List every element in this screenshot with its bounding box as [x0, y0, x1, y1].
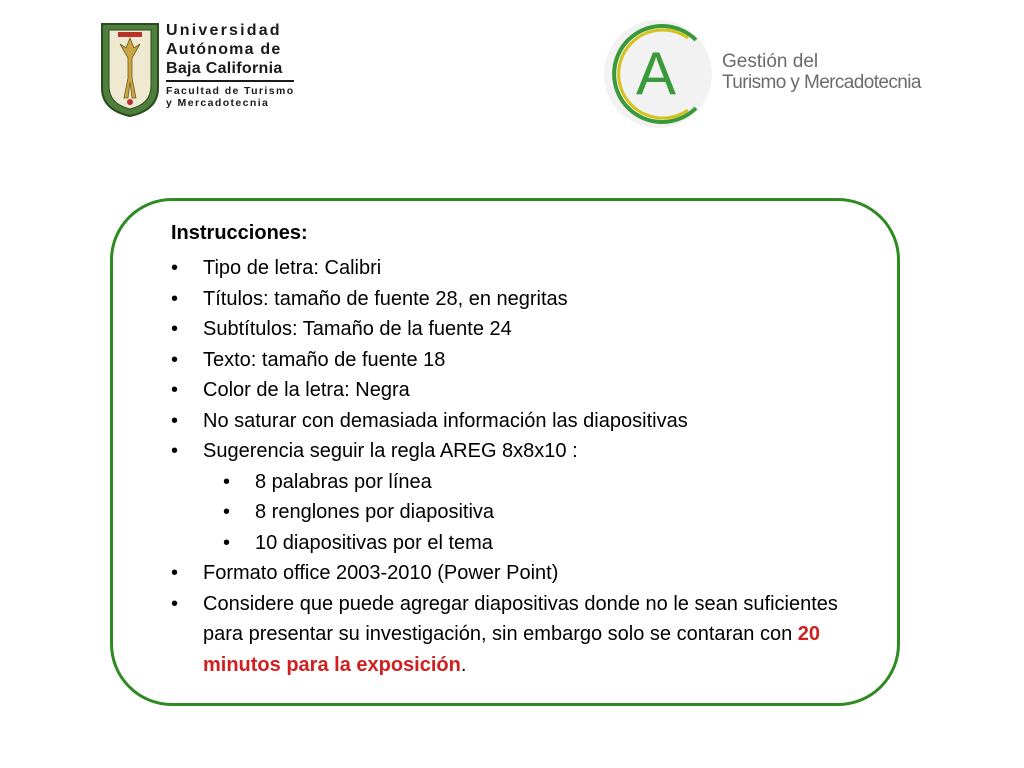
instructions-title: Instrucciones:: [171, 222, 308, 244]
instruction-list-continued: [171, 558, 871, 680]
list-item: • No saturar con demasiada información las diapositivas: [171, 406, 871, 437]
program-name-line-1: Gestión del: [722, 51, 819, 72]
list-item: • Sugerencia seguir la regla AREG 8x8x10 :: [171, 436, 871, 467]
instructions-panel: [110, 198, 900, 706]
program-name-line-2: Turismo y Mercadotecnia: [722, 72, 921, 93]
list-item: • Tipo de letra: Calibri: [171, 253, 871, 284]
logo-letter: A: [635, 40, 677, 107]
faculty-line-2: y Mercadotecnia: [166, 97, 270, 109]
sub-list-item: • 10 diapositivas por el tema: [223, 528, 871, 559]
university-logo: [98, 18, 313, 126]
university-line-2: Autónoma de: [166, 41, 282, 58]
list-item: • Títulos: tamaño de fuente 28, en negritas: [171, 284, 871, 315]
time-limit-emphasis: 20 minutos para la exposición: [203, 623, 821, 676]
logo-divider: [166, 80, 294, 82]
faculty-line-1: Facultad de Turismo: [166, 85, 295, 97]
final-item-period: .: [460, 653, 467, 676]
sub-list-item: • 8 renglones por diapositiva: [223, 497, 871, 528]
instruction-list: [171, 253, 871, 467]
program-logo-icon: [600, 14, 715, 134]
list-item: • Texto: tamaño de fuente 18: [171, 345, 871, 376]
sub-list-item: • 8 palabras por línea: [223, 467, 871, 498]
university-name: [166, 21, 295, 109]
rule-sub-list: [171, 467, 871, 559]
list-item: • Formato office 2003-2010 (Power Point): [171, 558, 871, 589]
university-line-1: Universidad: [166, 22, 282, 39]
instructions-content: [171, 219, 871, 680]
list-item: • Color de la letra: Negra: [171, 375, 871, 406]
university-line-3: Baja California: [166, 60, 283, 77]
program-logo: [600, 14, 930, 134]
university-seal-icon: [98, 18, 162, 118]
list-item: • Subtítulos: Tamaño de la fuente 24: [171, 314, 871, 345]
list-item-final: [171, 589, 871, 681]
final-item-text: Considere que puede agregar diapositivas donde no le sean suficientes para presentar su investigación, sin embargo solo se contaran con: [203, 592, 838, 645]
